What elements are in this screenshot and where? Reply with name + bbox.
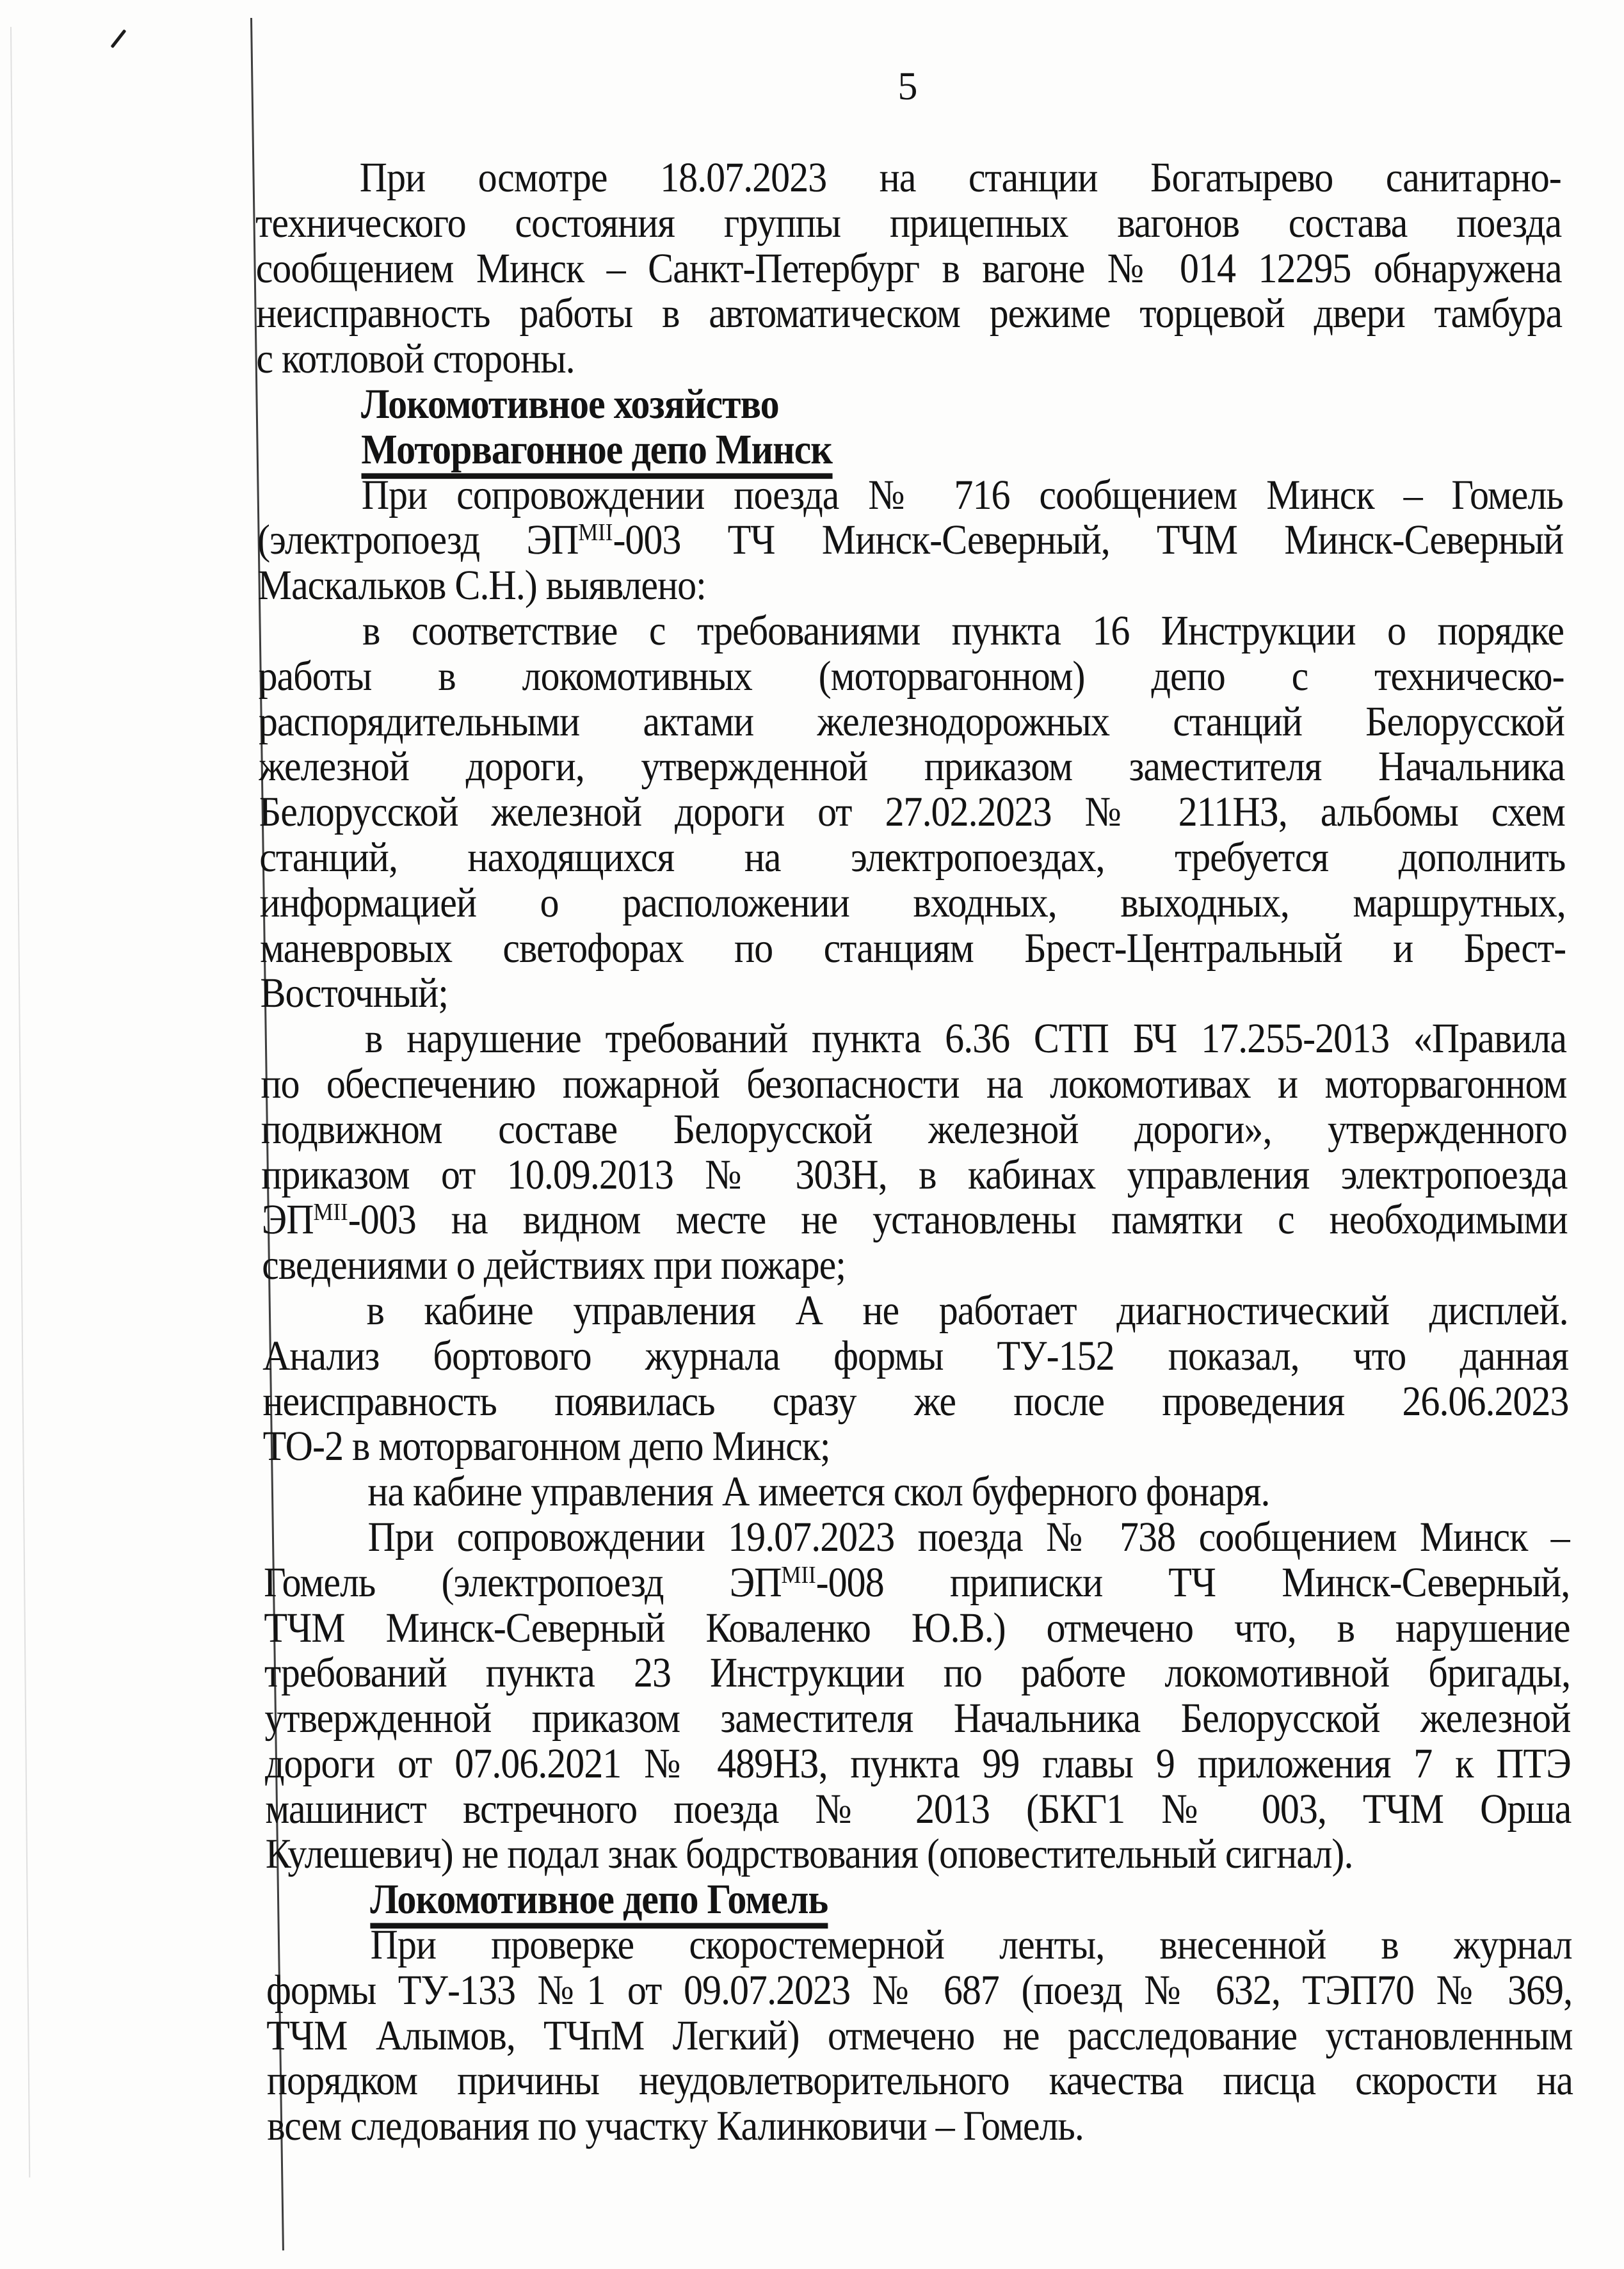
- page-number: 5: [897, 65, 918, 108]
- document-text: [254, 0, 1573, 2149]
- text-line: дороги от 07.06.2021 № 489НЗ, пункта 99 главы 9 приложения 7 к ПТЭ: [264, 1740, 1572, 1787]
- text-line: подвижном составе Белорусской железной дороги», утвержденного: [261, 1105, 1567, 1152]
- text-line: с котловой стороны.: [256, 335, 575, 382]
- text-line: При сопровождении 19.07.2023 поезда № 738 сообщением Минск –: [367, 1513, 1570, 1560]
- text-line: требований пункта 23 Инструкции по работе локомотивной бригады,: [264, 1649, 1571, 1696]
- text-line: ТЧМ Алымов, ТЧпМ Легкий) отмечено не расследование установленным: [266, 2012, 1573, 2058]
- text-line: ТЧМ Минск-Северный Коваленко Ю.В.) отмечено что, в нарушение: [264, 1604, 1570, 1651]
- text-line: При проверке скоростемерной ленты, внесенной в журнал: [370, 1921, 1572, 1968]
- text-line: по обеспечению пожарной безопасности на локомотивах и моторвагонном: [261, 1060, 1567, 1107]
- underlined-heading-text: Локомотивное депо Гомель: [370, 1876, 828, 1929]
- underlined-heading-text: Моторвагонное депо Минск: [361, 426, 832, 479]
- text-line: технического состояния группы прицепных вагонов состава поезда: [255, 199, 1562, 246]
- text-line: сведениями о действиях при пожаре;: [261, 1241, 846, 1288]
- superscript-text: МII: [578, 518, 613, 547]
- superscript-text: МII: [781, 1560, 816, 1589]
- text-line: железной дороги, утвержденной приказом заместителя Начальника: [259, 743, 1565, 790]
- text-line: (электропоезд $ЭП^{МII}-003$ ТЧ Минск-Северный, ТЧМ Минск-Северный: [257, 517, 1564, 563]
- text-line: приказом от 10.09.2013 № 303Н, в кабинах управления электропоезда: [261, 1151, 1568, 1198]
- text-line: станций, находящихся на электропоездах, требуется дополнить: [259, 833, 1566, 881]
- text-line: утвержденной приказом заместителя Начальника Белорусской железной: [264, 1694, 1571, 1742]
- text-line: неисправность появилась сразу же после проведения 26.06.2023: [262, 1377, 1569, 1424]
- text-line: Восточный;: [260, 970, 449, 1016]
- section-heading: Локомотивное хозяйство: [360, 380, 779, 428]
- text-line: в нарушение требований пункта 6.36 СТП БЧ 17.255-2013 «Правила: [364, 1014, 1567, 1062]
- text-line: Белорусской железной дороги от 27.02.2023 № 211НЗ, альбомы схем: [259, 788, 1565, 835]
- text-line: в соответствие с требованиями пункта 16 Инструкции о порядке: [362, 607, 1564, 654]
- superscript-text: МII: [313, 1198, 348, 1226]
- section-heading: [266, 1875, 1572, 1925]
- text-line: на кабине управления А имеется скол буферного фонаря.: [367, 1468, 1270, 1515]
- text-line: При сопровождении поезда № 716 сообщением Минск – Гомель: [361, 471, 1563, 518]
- text-line: работы в локомотивных (моторвагонном) депо с техническо-: [258, 652, 1564, 700]
- text-line: машинист встречного поезда № 2013 (БКГ1 № 003, ТЧМ Орша: [265, 1785, 1572, 1832]
- text-line: маневровых светофорах по станциям Брест-Центральный и Брест-: [259, 924, 1566, 971]
- text-line: неисправность работы в автоматическом режиме торцевой двери тамбура: [255, 290, 1563, 337]
- text-line: порядком причины неудовлетворительного качества писца скорости на: [266, 2057, 1573, 2104]
- text-line: всем следования по участку Калинковичи – Гомель.: [267, 2102, 1084, 2149]
- text-line: $ЭП^{МII}-003$ на видном месте не установлены памятки с необходимыми: [261, 1196, 1568, 1243]
- text-line: информацией о расположении входных, выходных, маршрутных,: [259, 879, 1566, 926]
- text-line: Кулешевич) не подал знак бодрствования (оповестительный сигнал).: [265, 1831, 1353, 1877]
- text-line: Маскальков С.Н.) выявлено:: [257, 561, 707, 609]
- text-line: ТО-2 в моторвагонном депо Минск;: [262, 1422, 830, 1470]
- scan-edge-line: [10, 27, 30, 2177]
- text-line: сообщением Минск – Санкт-Петербург в вагоне № 014 12295 обнаружена: [255, 245, 1562, 291]
- page-content: [254, 0, 1573, 2149]
- corner-scan-mark: [111, 29, 127, 49]
- text-line: Анализ бортового журнала формы ТУ-152 показал, что данная: [262, 1332, 1569, 1379]
- text-line: Гомель (электропоезд $ЭП^{МII}-008$ приписки ТЧ Минск-Северный,: [263, 1559, 1570, 1605]
- text-line: формы ТУ-133 №1 от 09.07.2023 № 687 (поезд № 632, ТЭП70 № 369,: [266, 1966, 1573, 2014]
- section-heading: [257, 424, 1563, 474]
- text-line: распорядительными актами железнодорожных станций Белорусской: [258, 698, 1565, 744]
- text-line: в кабине управления А не работает диагностический дисплей.: [366, 1287, 1568, 1334]
- text-line: При осмотре 18.07.2023 на станции Богатырево санитарно-: [359, 154, 1561, 201]
